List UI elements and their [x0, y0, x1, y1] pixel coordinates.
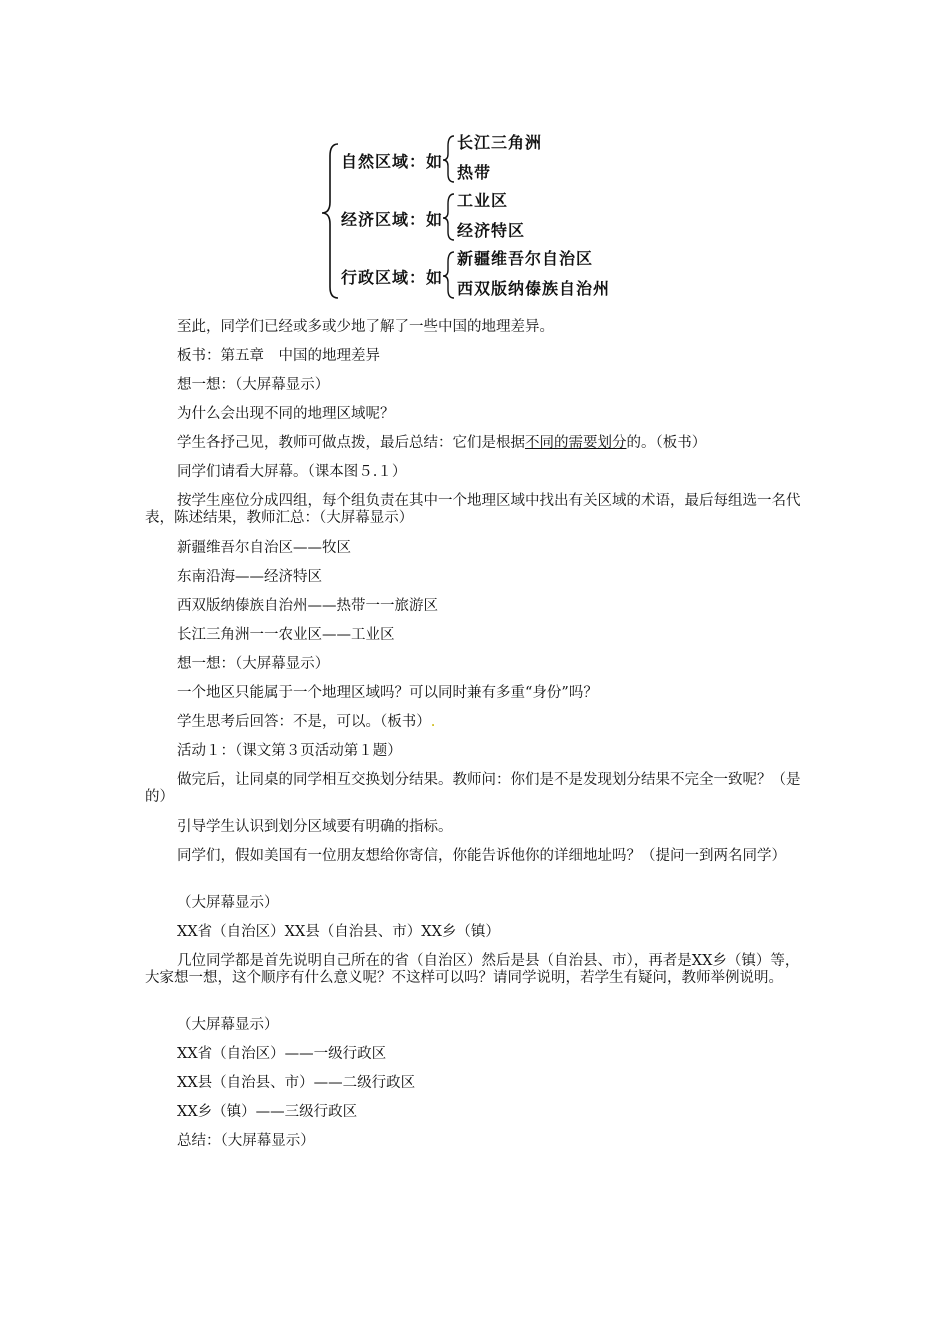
paragraph: 新疆维吾尔自治区——牧区 [177, 540, 351, 556]
paragraph: 长江三角洲一一农业区——工业区 [177, 627, 395, 643]
paragraph: 做完后，让同桌的同学相互交换划分结果。教师问：你们是不是发现划分结果不完全一致呢？（是的） [145, 772, 801, 805]
paragraph: 想一想：（大屏幕显示） [177, 656, 330, 672]
category-economic: 经济区域：如 [341, 210, 444, 229]
paragraph: XX省（自治区）——一级行政区 [177, 1046, 387, 1062]
paragraph: 同学们，假如美国有一位朋友想给你寄信，你能告诉他你的详细地址吗？（提问一到两名同学） [177, 848, 786, 864]
paragraph: 总结：（大屏幕显示） [177, 1133, 315, 1149]
paragraph: 西双版纳傣族自治州——热带一一旅游区 [177, 598, 438, 614]
paragraph: 按学生座位分成四组，每个组负责在其中一个地理区域中找出有关区域的术语，最后每组选一名代表，陈述结果，教师汇总：（大屏幕显示） [145, 493, 801, 526]
text-before: 学生各抒己见，教师可做点拨，最后总结：它们是根据 [177, 435, 525, 451]
paragraph-with-underline [177, 435, 842, 452]
paragraph: XX乡（镇）——三级行政区 [177, 1104, 358, 1120]
item-tropics: 热带 [457, 163, 492, 182]
paragraph: 想一想：（大屏幕显示） [177, 377, 330, 393]
paragraph-text: 学生思考后回答：不是，可以。（板书） [177, 714, 431, 730]
paragraph: 活动１：（课文第３页活动第１题） [177, 743, 402, 759]
paragraph: 板书：第五章 中国的地理差异 [177, 348, 380, 364]
yellow-dot-mark: . [430, 714, 436, 730]
underlined-text: 不同的需要划分 [525, 435, 627, 451]
region-classification-diagram [320, 122, 640, 304]
item-special-economic-zone: 经济特区 [457, 221, 526, 240]
item-xishuangbanna: 西双版纳傣族自治州 [457, 279, 611, 298]
item-industrial-zone: 工业区 [457, 191, 509, 210]
item-xinjiang: 新疆维吾尔自治区 [457, 249, 594, 268]
paragraph: 至此，同学们已经或多或少地了解了一些中国的地理差异。 [177, 319, 554, 335]
paragraph: 东南沿海——经济特区 [177, 569, 322, 585]
paragraph [177, 714, 842, 731]
paragraph: 几位同学都是首先说明自己所在的省（自治区）然后是县（自治县、市），再者是XX乡（镇）等，大家想一想，这个顺序有什么意义呢？不这样可以吗？请同学说明，若学生有疑问，教师举例说明。 [145, 953, 800, 986]
text-after: 的。（板书） [626, 435, 707, 451]
paragraph: 同学们请看大屏幕。（课本图５.１） [177, 464, 407, 480]
paragraph: （大屏幕显示） [177, 1017, 279, 1033]
paragraph: 为什么会出现不同的地理区域呢？ [177, 406, 395, 422]
category-natural: 自然区域：如 [341, 152, 444, 171]
paragraph: 引导学生认识到划分区域要有明确的指标。 [177, 819, 453, 835]
paragraph: XX省（自治区）XX县（自治县、市）XX乡（镇） [177, 924, 500, 940]
paragraph: 一个地区只能属于一个地理区域吗？可以同时兼有多重“身份”吗？ [177, 685, 598, 701]
paragraph: （大屏幕显示） [177, 895, 279, 911]
paragraph: XX县（自治县、市）——二级行政区 [177, 1075, 416, 1091]
category-administrative: 行政区域：如 [341, 268, 444, 287]
item-yangtze-delta: 长江三角洲 [457, 133, 543, 152]
